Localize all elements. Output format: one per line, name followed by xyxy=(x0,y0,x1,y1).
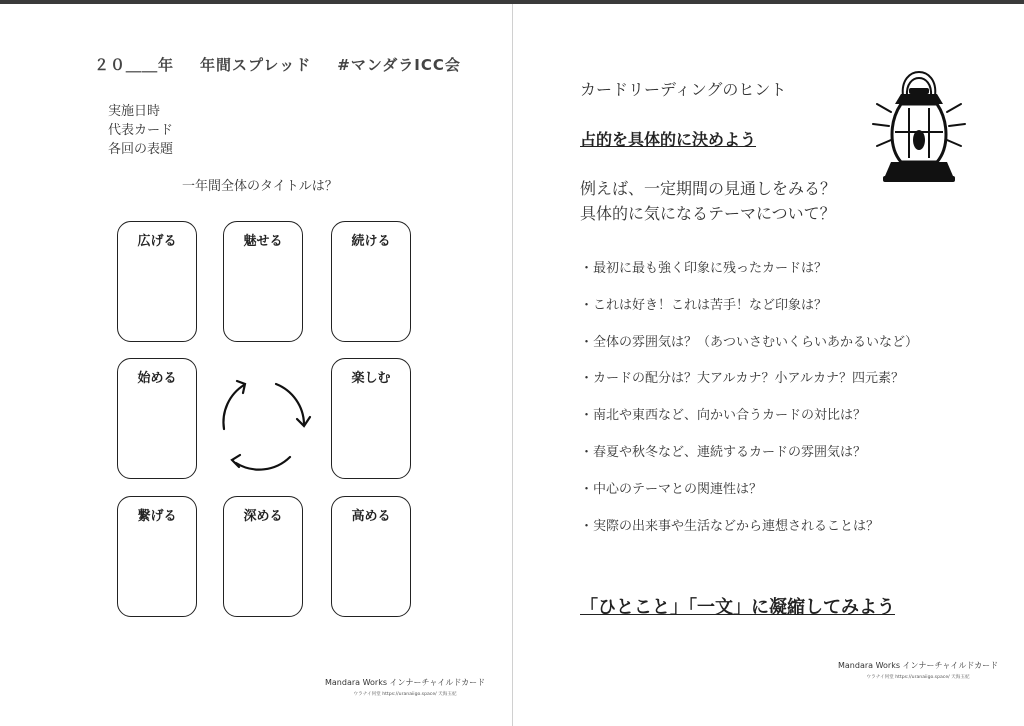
right-page xyxy=(513,4,1024,726)
card-label: 広げる xyxy=(137,234,177,249)
card-label: 繋げる xyxy=(137,509,177,524)
card-slot xyxy=(223,496,303,617)
hint-item: ・最初に最も強く印象に残ったカードは？ xyxy=(580,261,828,276)
hint-item: ・春夏や秋冬など、連続するカードの雰囲気は？ xyxy=(580,444,867,460)
card-label: 始める xyxy=(137,371,177,386)
card-label: 魅せる xyxy=(243,234,283,249)
subheading-define-question: 占的を具体的に決めよう xyxy=(580,130,757,149)
example-line: 具体的に気になるテーマについて？ xyxy=(580,204,836,223)
left-footer xyxy=(325,677,485,697)
hint-item: ・実際の出来事や生活などから連想されることは？ xyxy=(580,518,880,534)
examples xyxy=(580,176,836,226)
hint-list xyxy=(580,257,918,551)
meta-list xyxy=(108,102,173,159)
subheading-condense: 「ひとこと」「一文」に凝縮してみよう xyxy=(580,597,895,618)
spread-title xyxy=(94,54,487,75)
card-slot xyxy=(331,496,411,617)
hint-item: ・全体の雰囲気は？（あついさむいくらいあかるいなど） xyxy=(580,334,919,350)
title-main: 年間スプレッド xyxy=(200,56,312,74)
year-title-question: 一年間全体のタイトルは？ xyxy=(182,179,338,194)
card-slot xyxy=(117,496,197,617)
hint-item: ・南北や東西など、向かい合うカードの対比は？ xyxy=(580,408,867,424)
footer-brand: Mandara Works インナーチャイルドカード xyxy=(325,678,486,687)
card-label: 楽しむ xyxy=(351,371,391,386)
hint-item: ・これは好き！これは苦手！など印象は？ xyxy=(580,297,828,313)
card-slot xyxy=(331,358,411,479)
card-slot xyxy=(117,221,197,342)
footer-credit: ウラナイ何堂 https://uranaiigo.space/ 天海玉紀 xyxy=(353,692,457,697)
hint-heading: カードリーディングのヒント xyxy=(580,80,787,99)
cycle-arrows-icon xyxy=(210,369,320,479)
card-slot xyxy=(223,221,303,342)
meta-date: 実施日時 xyxy=(108,104,161,119)
card-slot xyxy=(331,221,411,342)
hint-item: ・カードの配分は？大アルカナ？小アルカナ？四元素？ xyxy=(580,371,904,387)
example-line: 例えば、一定期間の見通しをみる？ xyxy=(580,179,837,198)
card-label: 続ける xyxy=(351,234,391,249)
title-year: ２０＿＿年 xyxy=(94,56,175,74)
card-slot xyxy=(117,358,197,479)
hint-item: ・中心のテーマとの関連性は？ xyxy=(580,481,763,497)
left-page xyxy=(0,4,512,726)
card-label: 高める xyxy=(351,509,391,524)
footer-credit: ウラナイ何堂 https://uranaiigo.space/ 天海玉紀 xyxy=(866,675,970,680)
right-footer xyxy=(838,660,998,680)
title-tag: #マンダラICC会 xyxy=(337,56,461,74)
meta-titles: 各回の表題 xyxy=(108,142,174,157)
card-label: 深める xyxy=(243,509,283,524)
footer-brand: Mandara Works インナーチャイルドカード xyxy=(838,661,999,670)
meta-card: 代表カード xyxy=(108,123,174,138)
lantern-icon xyxy=(869,52,969,188)
